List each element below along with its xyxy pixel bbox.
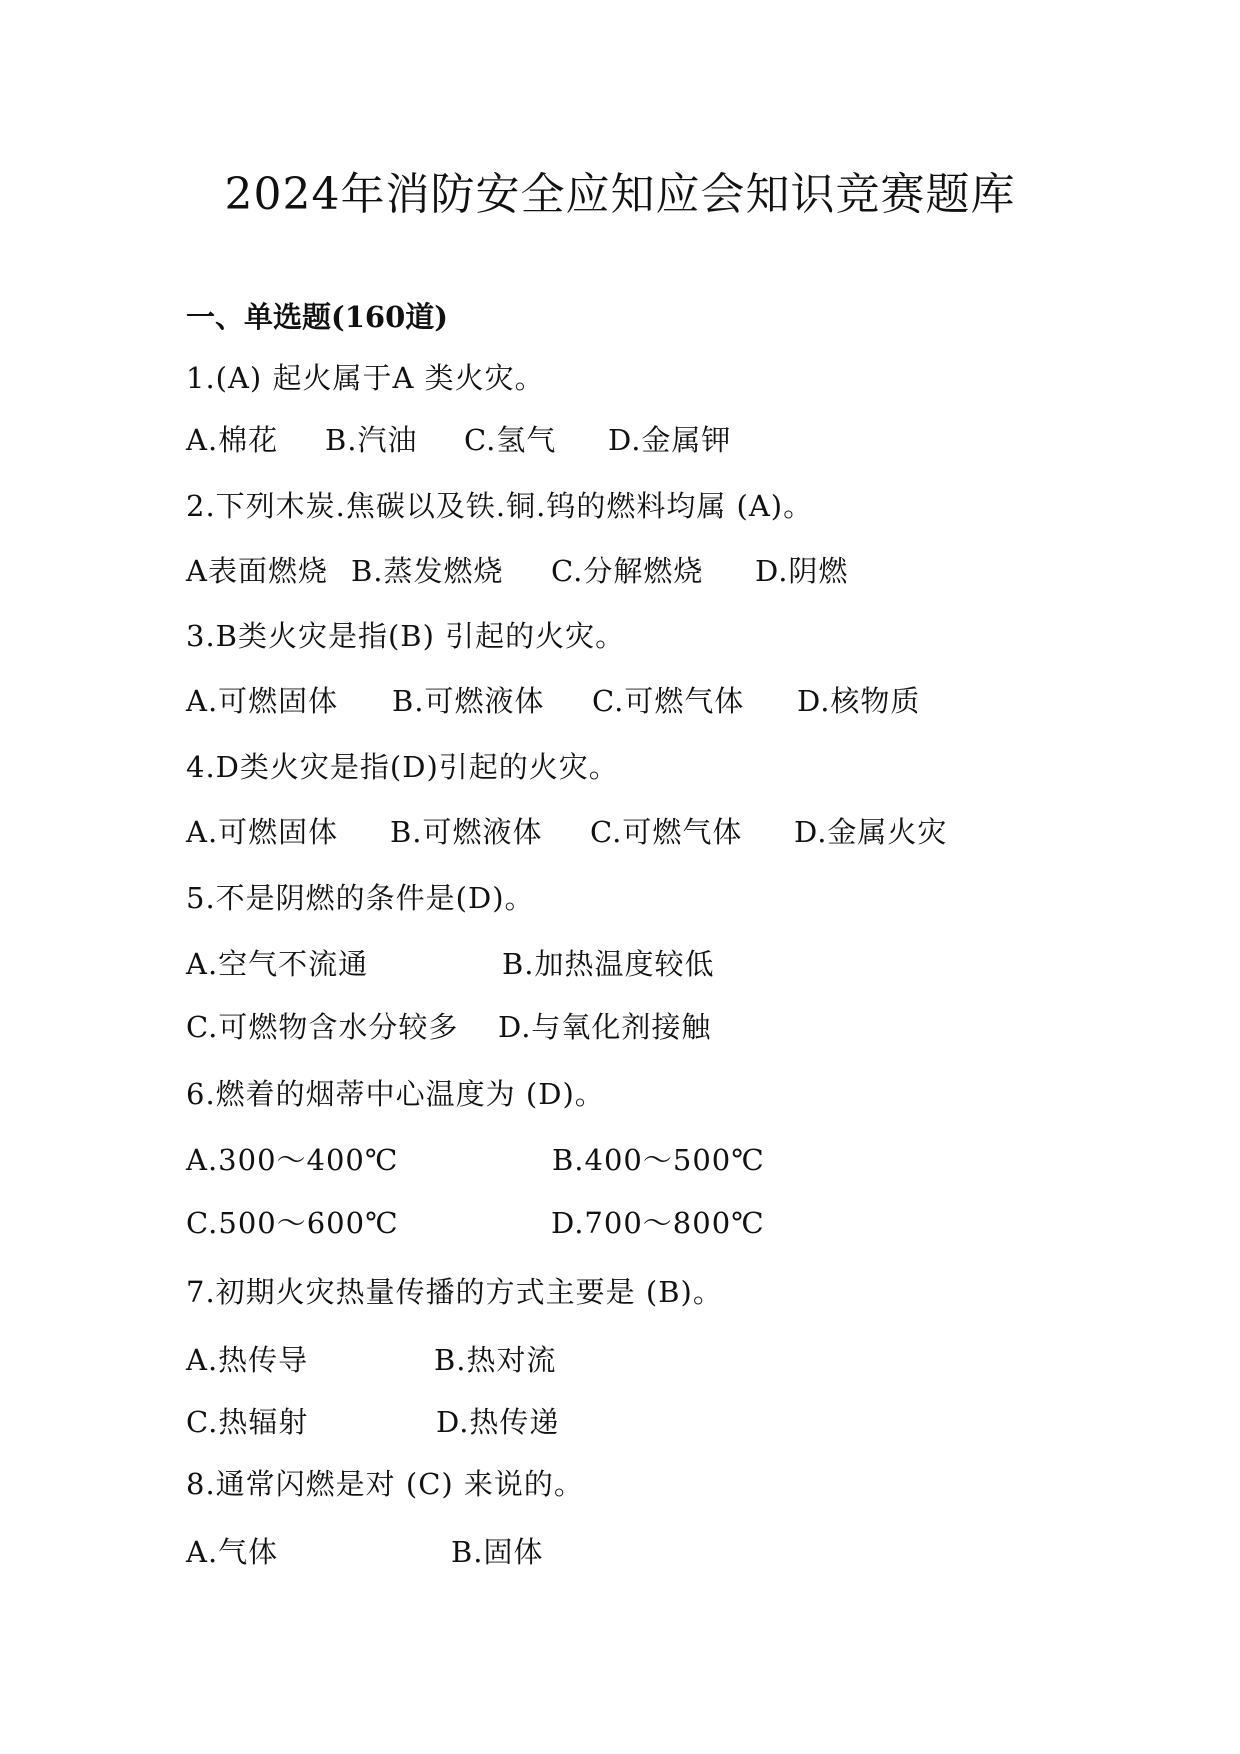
question-3-option-b: B.可燃液体 [392, 684, 545, 718]
question-1-option-a: A.棉花 [186, 423, 279, 457]
question-8-stem: 8.通常闪燃是对 (C) 来说的。 [186, 1467, 584, 1501]
question-7-option-d: D.热传递 [436, 1405, 560, 1439]
section-heading: 一、单选题(160道) [186, 300, 448, 334]
question-7-option-a: A.热传导 [186, 1343, 309, 1377]
question-8-option-b: B.固体 [451, 1535, 544, 1569]
question-4-option-b: B.可燃液体 [390, 815, 543, 849]
question-1-option-c: C.氢气 [464, 423, 557, 457]
question-2-stem: 2.下列木炭.焦碳以及铁.铜.钨的燃料均属 (A)。 [186, 489, 814, 523]
question-7-option-c: C.热辐射 [186, 1405, 309, 1439]
question-2-option-d: D.阴燃 [755, 554, 849, 588]
question-5-option-c: C.可燃物含水分较多 [186, 1010, 459, 1044]
question-3-option-d: D.核物质 [797, 684, 921, 718]
question-4-option-d: D.金属火灾 [794, 815, 948, 849]
question-6-option-b: B.400～500℃ [552, 1143, 765, 1177]
question-4-option-c: C.可燃气体 [590, 815, 743, 849]
question-2-option-c: C.分解燃烧 [551, 554, 704, 588]
question-6-option-a: A.300～400℃ [186, 1143, 399, 1177]
document-title: 2024年消防安全应知应会知识竞赛题库 [224, 169, 1016, 220]
question-1-stem: 1.(A) 起火属于A 类火灾。 [186, 361, 545, 395]
question-4-stem: 4.D类火灾是指(D)引起的火灾。 [186, 750, 619, 784]
question-3-stem: 3.B类火灾是指(B) 引起的火灾。 [186, 619, 626, 653]
question-5-option-a: A.空气不流通 [186, 947, 369, 981]
question-2-option-a: A表面燃烧 [186, 554, 328, 588]
question-4-option-a: A.可燃固体 [186, 815, 339, 849]
question-7-stem: 7.初期火灾热量传播的方式主要是 (B)。 [186, 1275, 723, 1309]
question-3-option-a: A.可燃固体 [186, 684, 339, 718]
question-6-stem: 6.燃着的烟蒂中心温度为 (D)。 [186, 1077, 605, 1111]
question-7-option-b: B.热对流 [434, 1343, 557, 1377]
question-3-option-c: C.可燃气体 [592, 684, 745, 718]
question-2-option-b: B.蒸发燃烧 [351, 554, 504, 588]
question-6-option-d: D.700～800℃ [551, 1206, 765, 1240]
question-5-option-b: B.加热温度较低 [502, 947, 715, 981]
question-6-option-c: C.500～600℃ [186, 1206, 399, 1240]
question-8-option-a: A.气体 [186, 1535, 279, 1569]
question-5-option-d: D.与氧化剂接触 [498, 1010, 712, 1044]
question-1-option-b: B.汽油 [325, 423, 418, 457]
question-5-stem: 5.不是阴燃的条件是(D)。 [186, 881, 535, 915]
question-1-option-d: D.金属钾 [608, 423, 732, 457]
